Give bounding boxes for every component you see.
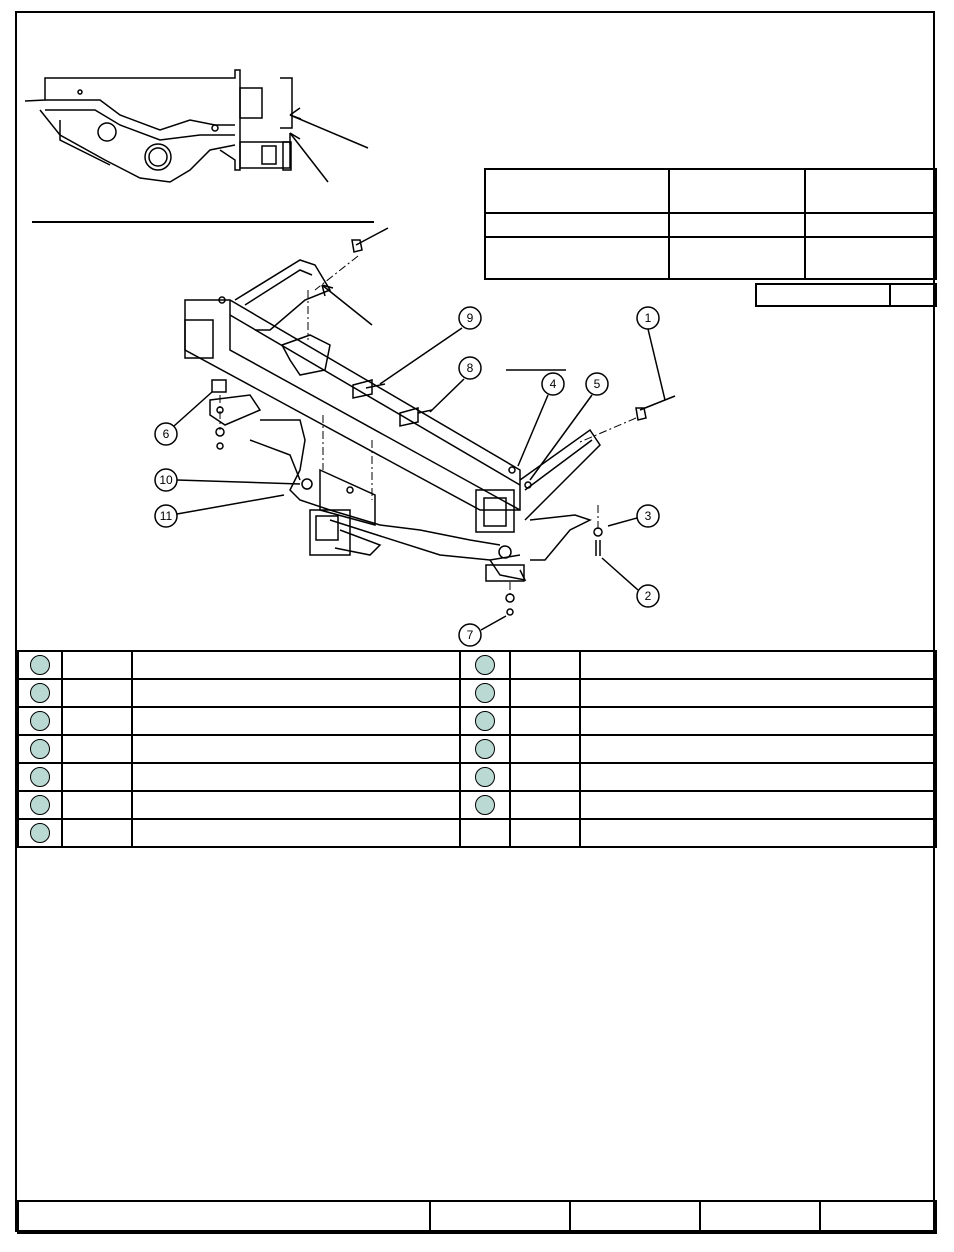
item-marker-cell — [460, 679, 510, 707]
spec-cell — [485, 213, 669, 237]
callout-label-7: 7 — [466, 628, 474, 642]
item-marker-dot — [475, 711, 495, 731]
description-cell — [132, 791, 460, 819]
item-marker-cell — [460, 791, 510, 819]
revision-cell — [756, 284, 890, 306]
qty-cell — [510, 819, 580, 847]
description-cell — [132, 651, 460, 679]
item-marker-cell — [460, 819, 510, 847]
spec-cell — [669, 237, 805, 279]
qty-cell — [62, 735, 132, 763]
description-cell — [580, 763, 936, 791]
item-marker-dot — [475, 683, 495, 703]
description-cell — [580, 791, 936, 819]
parts-list-table — [17, 650, 937, 848]
table-row — [18, 679, 936, 707]
item-marker-dot — [475, 795, 495, 815]
qty-cell — [62, 679, 132, 707]
callout-label-11: 11 — [159, 509, 173, 523]
spec-cell — [805, 237, 936, 279]
spec-cell — [805, 213, 936, 237]
table-row — [18, 763, 936, 791]
qty-cell — [62, 763, 132, 791]
title-block-cell — [570, 1201, 700, 1233]
item-marker-dot — [30, 767, 50, 787]
callout-label-2: 2 — [644, 589, 652, 603]
item-marker-cell — [460, 651, 510, 679]
revision-box — [755, 283, 937, 307]
item-marker-cell — [460, 763, 510, 791]
qty-cell — [510, 707, 580, 735]
spec-cell — [485, 237, 669, 279]
callout-label-1: 1 — [644, 311, 652, 325]
item-marker-cell — [18, 707, 62, 735]
title-block-cell — [18, 1201, 430, 1233]
callout-label-9: 9 — [466, 311, 474, 325]
revision-cell — [890, 284, 936, 306]
item-marker-cell — [18, 735, 62, 763]
callout-label-5: 5 — [593, 377, 601, 391]
callout-label-8: 8 — [466, 361, 474, 375]
callout-label-10: 10 — [159, 473, 173, 487]
table-row — [18, 819, 936, 847]
item-marker-cell — [18, 791, 62, 819]
qty-cell — [510, 679, 580, 707]
description-cell — [580, 819, 936, 847]
description-cell — [132, 707, 460, 735]
callouts — [155, 307, 665, 646]
description-cell — [580, 651, 936, 679]
qty-cell — [62, 707, 132, 735]
callout-label-4: 4 — [549, 377, 557, 391]
table-row — [18, 707, 936, 735]
description-cell — [580, 679, 936, 707]
table-row — [18, 651, 936, 679]
title-block-cell — [820, 1201, 936, 1233]
item-marker-cell — [18, 679, 62, 707]
title-block-cell — [430, 1201, 570, 1233]
main-assembly — [185, 228, 675, 615]
item-marker-cell — [18, 819, 62, 847]
title-block — [17, 1200, 937, 1234]
callout-label-3: 3 — [644, 509, 652, 523]
spec-table — [484, 168, 937, 280]
description-cell — [132, 735, 460, 763]
item-marker-cell — [18, 763, 62, 791]
spec-cell — [805, 169, 936, 213]
item-marker-dot — [30, 795, 50, 815]
spec-cell — [485, 169, 669, 213]
spec-cell — [669, 213, 805, 237]
description-cell — [132, 763, 460, 791]
qty-cell — [510, 735, 580, 763]
title-block-cell — [700, 1201, 820, 1233]
notes-area — [17, 860, 935, 1200]
table-row — [18, 791, 936, 819]
description-cell — [132, 679, 460, 707]
description-cell — [580, 707, 936, 735]
description-cell — [580, 735, 936, 763]
item-marker-cell — [18, 651, 62, 679]
qty-cell — [510, 763, 580, 791]
callout-label-6: 6 — [162, 427, 170, 441]
item-marker-dot — [30, 739, 50, 759]
item-marker-dot — [30, 683, 50, 703]
qty-cell — [62, 819, 132, 847]
item-marker-dot — [30, 823, 50, 843]
description-cell — [132, 819, 460, 847]
item-marker-dot — [30, 655, 50, 675]
qty-cell — [62, 791, 132, 819]
qty-cell — [510, 791, 580, 819]
item-marker-cell — [460, 735, 510, 763]
detail-view — [25, 70, 368, 182]
table-row — [18, 735, 936, 763]
item-marker-cell — [460, 707, 510, 735]
qty-cell — [510, 651, 580, 679]
spec-cell — [669, 169, 805, 213]
item-marker-dot — [475, 739, 495, 759]
item-marker-dot — [475, 655, 495, 675]
item-marker-dot — [30, 711, 50, 731]
qty-cell — [62, 651, 132, 679]
item-marker-dot — [475, 767, 495, 787]
